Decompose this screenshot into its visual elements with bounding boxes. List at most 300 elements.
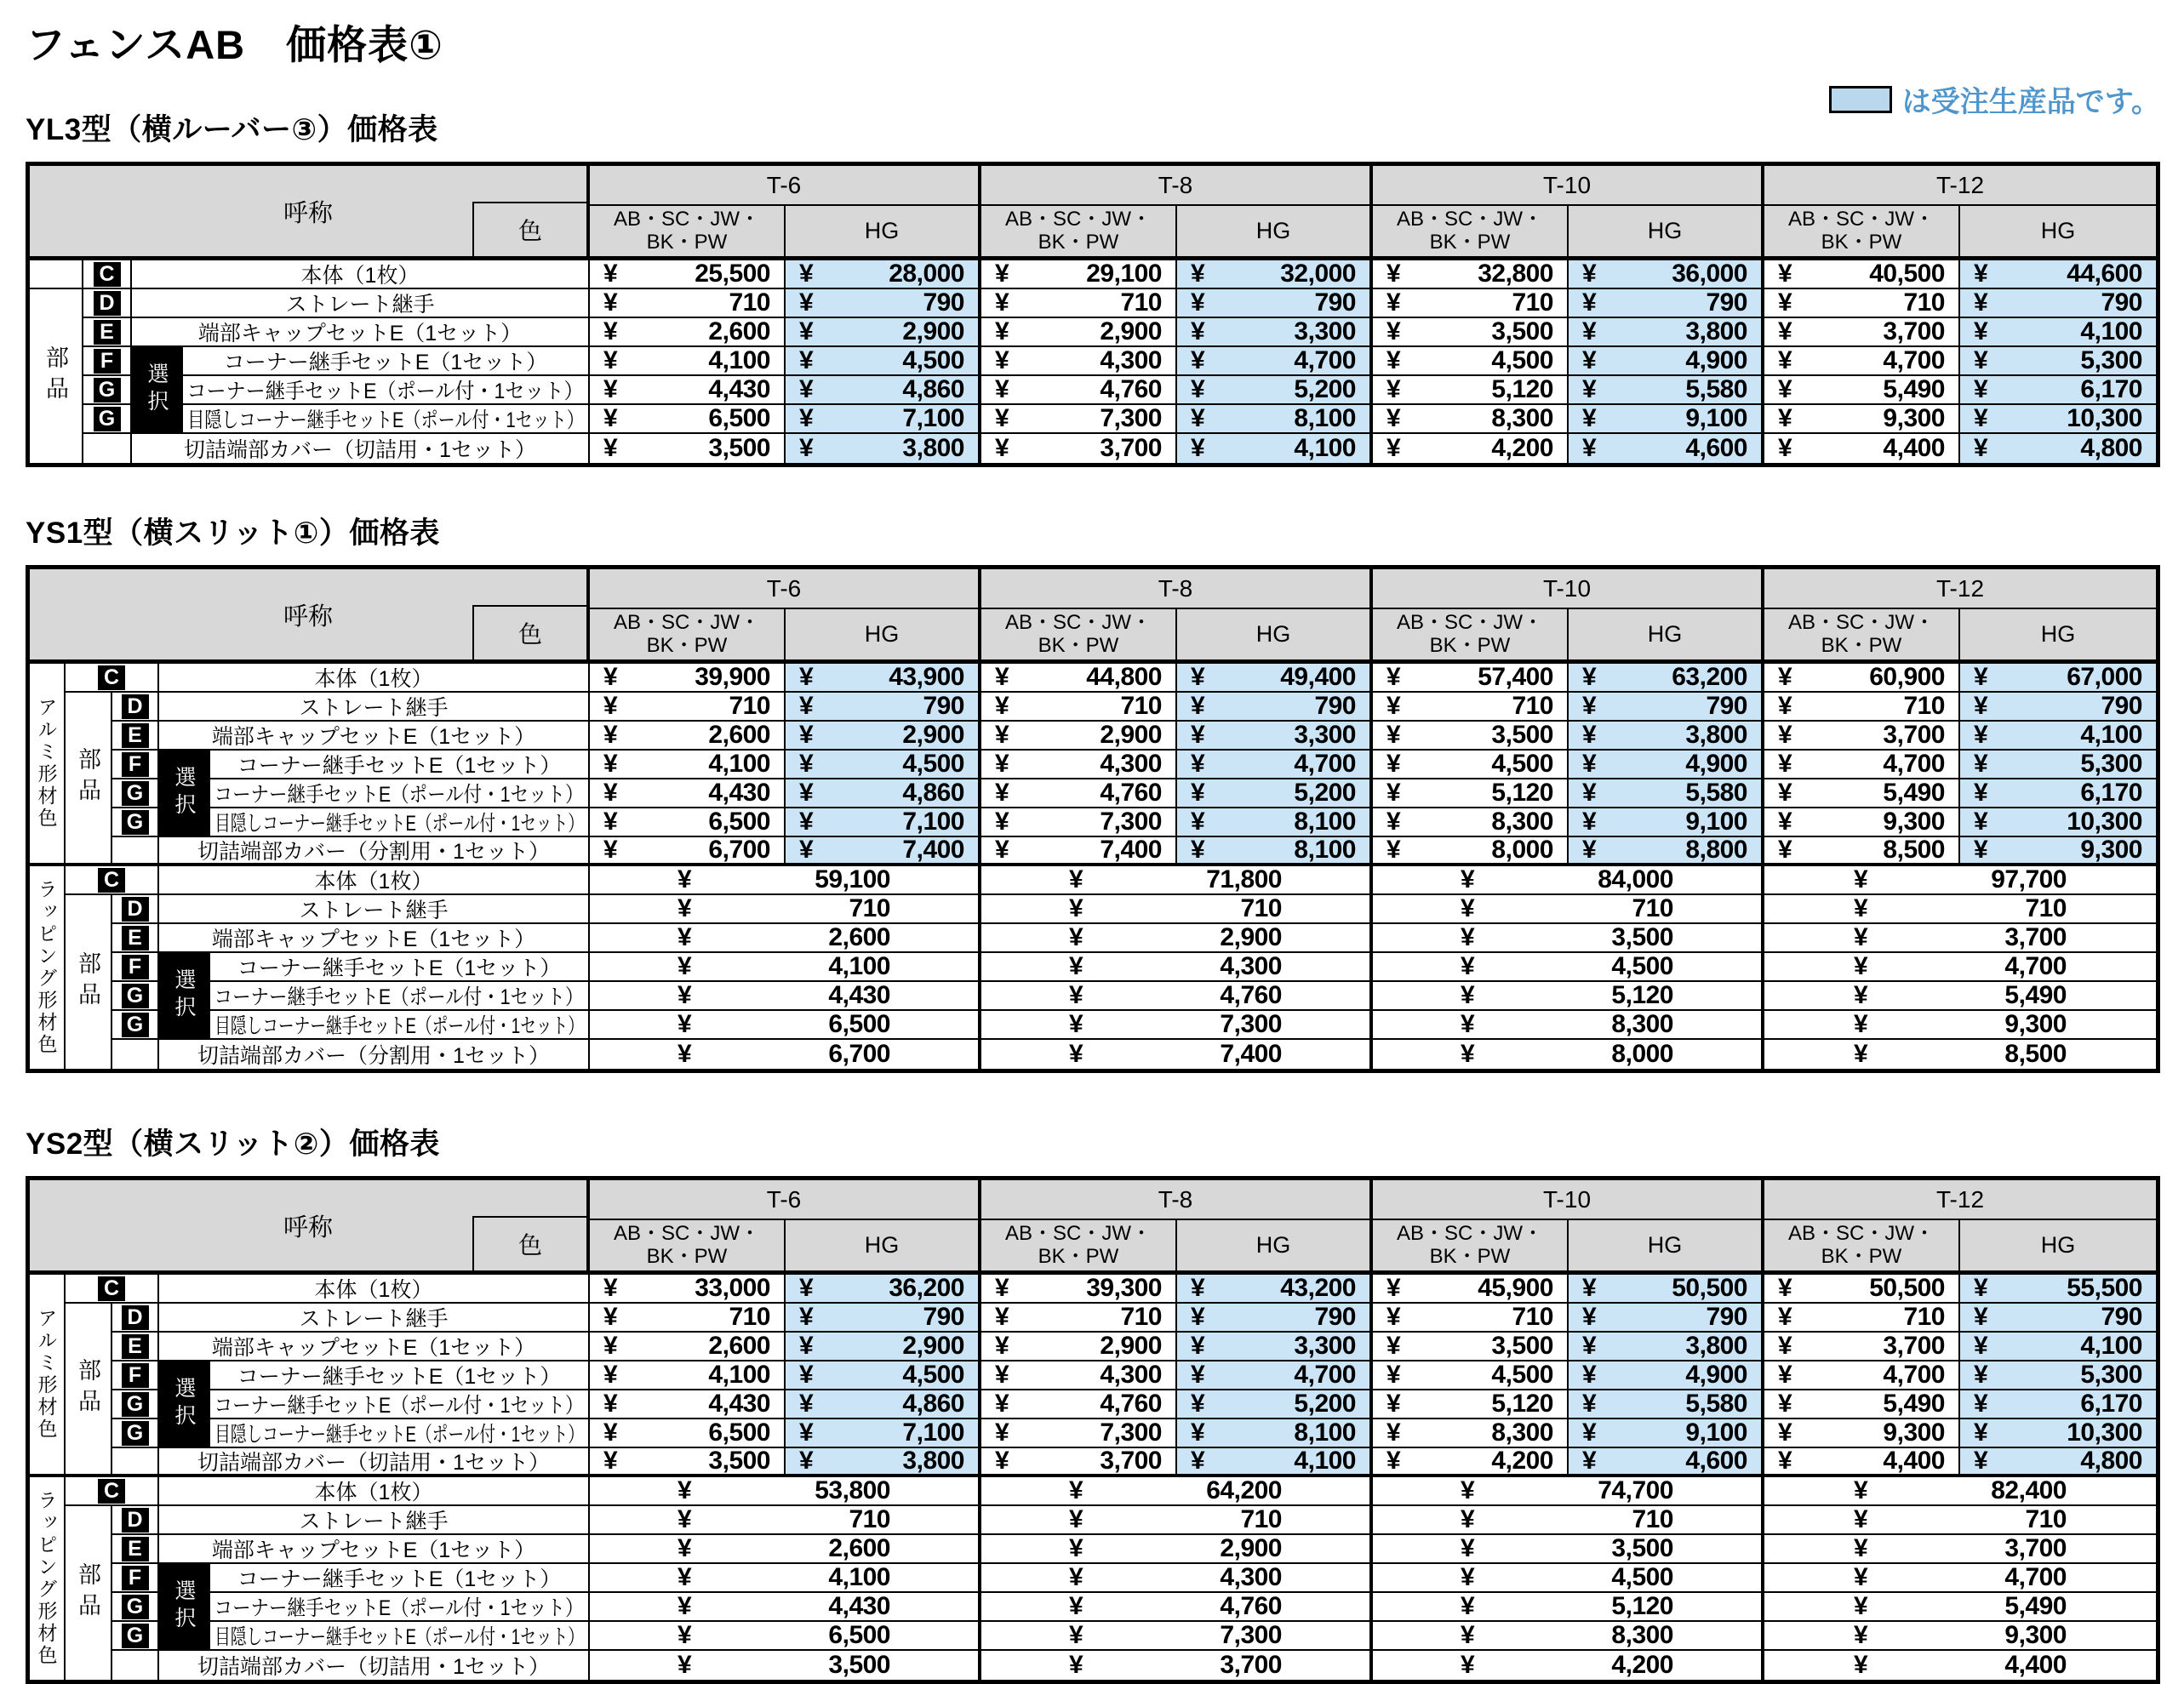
price-cell [981,1304,1177,1333]
price-wrap [1461,1534,1673,1563]
price-wrap [1854,1534,2067,1563]
price-cell [1373,1304,1569,1333]
price-cell [1177,664,1373,693]
price-value: 4,800 [2080,1447,2142,1475]
price-value: 4,700 [1294,346,1356,374]
currency-symbol: ¥ [1974,434,1988,462]
currency-symbol: ¥ [995,260,1009,288]
price-value: 9,100 [1685,404,1747,432]
currency-symbol: ¥ [1778,404,1792,432]
price-cell [1177,405,1373,434]
currency-symbol: ¥ [677,1592,692,1620]
item-name: コーナー継手セットE（ポール付・1セット） [214,1596,584,1620]
price-cell [1764,1535,2156,1564]
price-value: 3,700 [2004,1534,2067,1562]
price-wrap [677,865,890,894]
badge-cell [112,1333,159,1361]
price-value: 2,600 [708,317,770,345]
price-cell [981,260,1177,289]
parts-label: 部品 [75,747,100,808]
price-value: 7,300 [1100,404,1162,432]
badge-cell [66,1477,159,1506]
currency-symbol: ¥ [1582,404,1597,432]
price-value: 6,500 [828,1621,890,1649]
price-value: 4,600 [1685,1447,1747,1475]
price-value: 6,500 [708,404,770,432]
price-value: 790 [2101,1303,2142,1331]
price-value: 4,100 [2080,1332,2142,1360]
currency-symbol: ¥ [677,1621,692,1649]
price-cell [1960,837,2156,866]
price-value: 4,760 [1100,1390,1162,1418]
currency-symbol: ¥ [995,434,1009,462]
price-wrap [1854,1505,2067,1534]
price-cell [590,722,786,751]
hg-header-label: HG [864,620,900,647]
price-value: 9,300 [1883,1419,1945,1447]
price-value: 4,300 [1100,1361,1162,1389]
currency-symbol: ¥ [1582,779,1597,807]
price-value: 5,120 [1491,1390,1553,1418]
price-value: 2,600 [828,1534,890,1562]
material-color-label-cell [30,866,66,1069]
price-value: 8,000 [1491,836,1553,864]
color-header-cell [472,1216,586,1270]
table-title: YL3型（横ルーバー③）価格表 [26,113,438,146]
color-group-header-cell [1373,609,1569,664]
price-cell [1764,434,1960,463]
price-cell [1764,376,1960,405]
price-wrap [1854,1621,2067,1650]
currency-symbol: ¥ [677,1040,692,1068]
price-value: 5,120 [1611,981,1673,1009]
currency-symbol: ¥ [1191,750,1205,778]
price-cell [1177,434,1373,463]
price-cell [1373,837,1569,866]
currency-symbol: ¥ [1461,1534,1475,1562]
size-header-label: T-12 [1935,574,1985,602]
price-cell [1569,1275,1764,1304]
price-cell [1373,895,1764,924]
price-wrap [677,952,890,981]
currency-symbol: ¥ [995,1332,1009,1360]
price-cell [1569,1361,1764,1390]
price-value: 3,500 [708,1447,770,1475]
price-cell [590,1564,981,1593]
item-name-cell [210,1361,590,1390]
name-header-cell [30,569,590,664]
currency-symbol: ¥ [1191,375,1205,403]
price-cell [1764,779,1960,808]
size-header-label: T-8 [1158,574,1193,602]
price-value: 3,700 [1883,317,1945,345]
item-name: 端部キャップセットE（1セット） [211,928,536,951]
price-value: 4,500 [1491,1361,1553,1389]
price-cell [1764,1040,2156,1069]
price-cell [981,779,1177,808]
color-group-line1: AB・SC・JW・ [613,611,760,635]
name-header-label: 呼称 [283,199,333,227]
select-label: 選択 [172,1579,196,1634]
price-value: 8,300 [1611,1621,1673,1649]
price-value: 710 [1120,1303,1162,1331]
price-value: 5,120 [1611,1592,1673,1620]
price-wrap [1461,952,1673,981]
currency-symbol: ¥ [1974,1332,1988,1360]
price-value: 710 [1512,288,1553,317]
size-header-label: T-6 [766,574,802,602]
badge-cell [66,664,159,693]
price-value: 4,400 [1883,434,1945,462]
currency-symbol: ¥ [1778,260,1792,288]
row-badge: F [94,349,121,374]
currency-symbol: ¥ [1582,721,1597,749]
price-value: 4,100 [708,1361,770,1389]
item-name: 切詰端部カバー（切詰用・1セット） [197,1655,550,1679]
price-value: 4,500 [902,346,964,374]
price-value: 3,700 [1100,434,1162,462]
price-value: 53,800 [815,1476,890,1504]
price-cell [981,837,1177,866]
badge-cell [112,1506,159,1535]
table-title: YS2型（横スリット②）価格表 [26,1127,440,1161]
price-value: 4,700 [1883,750,1945,778]
parts-label: 部品 [75,1562,100,1624]
price-cell [981,1448,1177,1477]
currency-symbol: ¥ [1974,721,1988,749]
currency-symbol: ¥ [1069,1476,1083,1504]
currency-symbol: ¥ [1069,923,1083,951]
price-value: 5,120 [1491,779,1553,807]
currency-symbol: ¥ [799,721,814,749]
price-cell [1373,693,1569,722]
currency-symbol: ¥ [603,663,618,691]
price-cell [1569,405,1764,434]
price-value: 2,900 [902,1332,964,1360]
currency-symbol: ¥ [1191,721,1205,749]
currency-symbol: ¥ [1461,981,1475,1009]
price-cell [981,1564,1373,1593]
badge-cell [112,1564,159,1593]
name-header-label: 呼称 [283,1213,333,1242]
item-name-cell [210,1419,590,1448]
currency-symbol: ¥ [1386,260,1401,288]
price-cell [1373,1593,1764,1622]
currency-symbol: ¥ [1854,1010,1868,1038]
size-header-label: T-10 [1542,171,1592,198]
currency-symbol: ¥ [1778,1332,1792,1360]
price-cell [1177,808,1373,837]
select-label-cell [159,751,210,837]
hg-header-label: HG [1255,217,1291,243]
price-wrap [1069,1621,1282,1650]
currency-symbol: ¥ [995,663,1009,691]
currency-symbol: ¥ [1778,836,1792,864]
badge-cell [66,866,159,895]
price-cell [1373,1275,1569,1304]
item-name-cell [159,722,590,751]
price-value: 710 [1120,692,1162,720]
price-value: 5,200 [1294,375,1356,403]
price-wrap [677,1476,890,1505]
price-value: 39,900 [695,663,770,691]
price-value: 9,300 [1883,404,1945,432]
price-cell [590,693,786,722]
item-name: 目隠しコーナー継手セットE（ポール付・1セット） [214,1625,584,1649]
material-color-label-cell [30,664,66,866]
price-cell [590,837,786,866]
color-group-line1: AB・SC・JW・ [1787,611,1935,635]
row-badge: F [122,1566,149,1590]
currency-symbol: ¥ [1386,836,1401,864]
price-value: 3,500 [708,434,770,462]
currency-symbol: ¥ [1461,923,1475,951]
price-wrap [677,1651,890,1680]
price-cell [786,1275,981,1304]
item-name: 本体（1枚） [300,264,420,288]
price-value: 29,100 [1086,260,1162,288]
item-name-cell [159,1040,590,1069]
price-value: 2,600 [708,721,770,749]
price-cell [981,808,1177,837]
currency-symbol: ¥ [677,981,692,1009]
currency-symbol: ¥ [1386,317,1401,345]
color-group-header-cell [981,609,1177,664]
price-cell [590,1040,981,1069]
size-header-cell [590,1180,981,1220]
item-name-cell [210,751,590,779]
price-value: 710 [2025,894,2067,922]
price-value: 4,400 [2004,1651,2067,1679]
price-value: 710 [729,288,770,317]
price-value: 4,300 [1100,346,1162,374]
price-value: 4,500 [1491,346,1553,374]
currency-symbol: ¥ [1386,288,1401,317]
currency-symbol: ¥ [1191,1303,1205,1331]
badge-cell [112,1304,159,1333]
price-value: 5,120 [1491,375,1553,403]
price-value: 44,800 [1086,663,1162,691]
color-group-line2: BK・PW [1821,230,1902,254]
price-cell [1373,1333,1569,1361]
price-cell [1764,1333,1960,1361]
price-value: 49,400 [1280,663,1356,691]
price-cell [1960,779,2156,808]
currency-symbol: ¥ [995,1361,1009,1389]
currency-symbol: ¥ [1974,692,1988,720]
price-value: 5,580 [1685,375,1747,403]
price-cell [1960,347,2156,376]
table-section-ys2 [26,1121,2160,1684]
item-name-cell [159,924,590,953]
currency-symbol: ¥ [799,808,814,836]
price-value: 4,800 [2080,434,2142,462]
price-value: 3,500 [828,1651,890,1679]
item-name: 目隠しコーナー継手セットE（ポール付・1セット） [214,812,584,836]
price-cell [590,1361,786,1390]
price-cell [1960,1390,2156,1419]
price-cell [1373,953,1764,982]
currency-symbol: ¥ [1778,1419,1792,1447]
price-wrap [677,981,890,1010]
price-cell [786,260,981,289]
price-cell [786,751,981,779]
currency-symbol: ¥ [1191,1390,1205,1418]
price-value: 710 [849,894,890,922]
price-value: 3,300 [1294,721,1356,749]
item-name-cell [183,347,590,376]
currency-symbol: ¥ [1191,1361,1205,1389]
currency-symbol: ¥ [677,923,692,951]
price-wrap [677,1534,890,1563]
price-cell [1373,347,1569,376]
price-wrap [1854,1592,2067,1621]
row-badge: C [98,868,125,893]
price-cell [1960,808,2156,837]
item-name: 目隠しコーナー継手セットE（ポール付・1セット） [214,1423,584,1447]
price-cell [1764,808,1960,837]
price-cell [981,982,1373,1011]
price-cell [981,1275,1177,1304]
price-cell [981,1419,1177,1448]
price-wrap [1069,952,1282,981]
price-cell [1960,722,2156,751]
price-value: 790 [2101,288,2142,317]
price-value: 790 [1706,692,1747,720]
price-wrap [1069,1010,1282,1039]
currency-symbol: ¥ [603,808,618,836]
price-cell [1177,837,1373,866]
item-name: 端部キャップセットE（1セット） [211,725,536,749]
price-value: 9,100 [1685,1419,1747,1447]
parts-label-cell [66,1304,112,1477]
currency-symbol: ¥ [1854,1505,1868,1533]
item-name-cell [132,318,590,347]
price-wrap [677,1592,890,1621]
price-cell [1764,924,2156,953]
name-header-cell [30,1180,590,1275]
price-value: 4,100 [2080,317,2142,345]
badge-cell [112,751,159,779]
price-cell [590,1506,981,1535]
price-value: 9,300 [2080,836,2142,864]
price-cell [1373,1419,1569,1448]
price-value: 3,500 [1491,317,1553,345]
price-wrap [1461,981,1673,1010]
price-value: 82,400 [1991,1476,2067,1504]
price-cell [786,318,981,347]
price-cell [981,318,1177,347]
price-cell [590,866,981,895]
price-value: 2,900 [1220,1534,1282,1562]
currency-symbol: ¥ [1854,952,1868,980]
badge-cell [112,1593,159,1622]
currency-symbol: ¥ [677,1476,692,1504]
color-group-line1: AB・SC・JW・ [613,1222,760,1246]
price-value: 4,200 [1611,1651,1673,1679]
price-cell [1764,1477,2156,1506]
currency-symbol: ¥ [1461,1651,1475,1679]
price-cell [981,1390,1177,1419]
row-badge: D [122,1305,149,1330]
price-wrap [1854,981,2067,1010]
item-name-cell [159,1535,590,1564]
price-cell [786,1304,981,1333]
name-header-label: 呼称 [283,602,333,631]
price-value: 8,100 [1294,808,1356,836]
currency-symbol: ¥ [1069,894,1083,922]
currency-symbol: ¥ [1974,1303,1988,1331]
hg-header-label: HG [1647,217,1683,243]
price-value: 7,100 [902,1419,964,1447]
hg-header-label: HG [1255,1231,1291,1258]
price-value: 9,300 [2004,1621,2067,1649]
price-wrap [1461,1592,1673,1621]
price-cell [590,434,786,463]
select-label: 選択 [172,1377,196,1431]
price-cell [590,318,786,347]
currency-symbol: ¥ [1069,1651,1083,1679]
price-cell [1373,1361,1569,1390]
price-cell [590,1390,786,1419]
price-cell [1569,751,1764,779]
price-value: 5,490 [1883,375,1945,403]
currency-symbol: ¥ [1582,1303,1597,1331]
hg-header-label: HG [2040,620,2076,647]
price-value: 3,700 [1883,721,1945,749]
row-badge: E [122,926,149,950]
badge-cell [112,722,159,751]
price-cell [1373,722,1569,751]
row-badge: C [98,665,125,690]
parts-label-cell [30,289,83,463]
item-name-cell [159,866,590,895]
currency-symbol: ¥ [1582,692,1597,720]
currency-symbol: ¥ [603,317,618,345]
price-cell [590,1419,786,1448]
price-value: 4,760 [1100,375,1162,403]
price-value: 4,900 [1685,346,1747,374]
item-name-cell [132,289,590,318]
currency-symbol: ¥ [1461,1592,1475,1620]
currency-symbol: ¥ [1191,1419,1205,1447]
currency-symbol: ¥ [995,808,1009,836]
row-badge: F [122,752,149,777]
color-header-cell [472,605,586,659]
color-group-line1: AB・SC・JW・ [1396,611,1543,635]
price-cell [1764,1275,1960,1304]
price-value: 45,900 [1478,1274,1553,1302]
color-group-header-cell [1569,1220,1764,1275]
color-group-header-cell [1177,1220,1373,1275]
currency-symbol: ¥ [1386,779,1401,807]
currency-symbol: ¥ [1582,317,1597,345]
price-value: 39,300 [1086,1274,1162,1302]
size-header-cell [981,166,1373,206]
hg-header-label: HG [2040,217,2076,243]
price-wrap [1854,1476,2067,1505]
currency-symbol: ¥ [995,1274,1009,1302]
price-cell [590,405,786,434]
price-value: 36,200 [889,1274,964,1302]
size-header-cell [590,166,981,206]
currency-symbol: ¥ [677,894,692,922]
price-value: 3,700 [1100,1447,1162,1475]
price-value: 5,300 [2080,750,2142,778]
badge-cell [112,953,159,982]
price-value: 4,500 [1491,750,1553,778]
price-value: 4,100 [828,952,890,980]
